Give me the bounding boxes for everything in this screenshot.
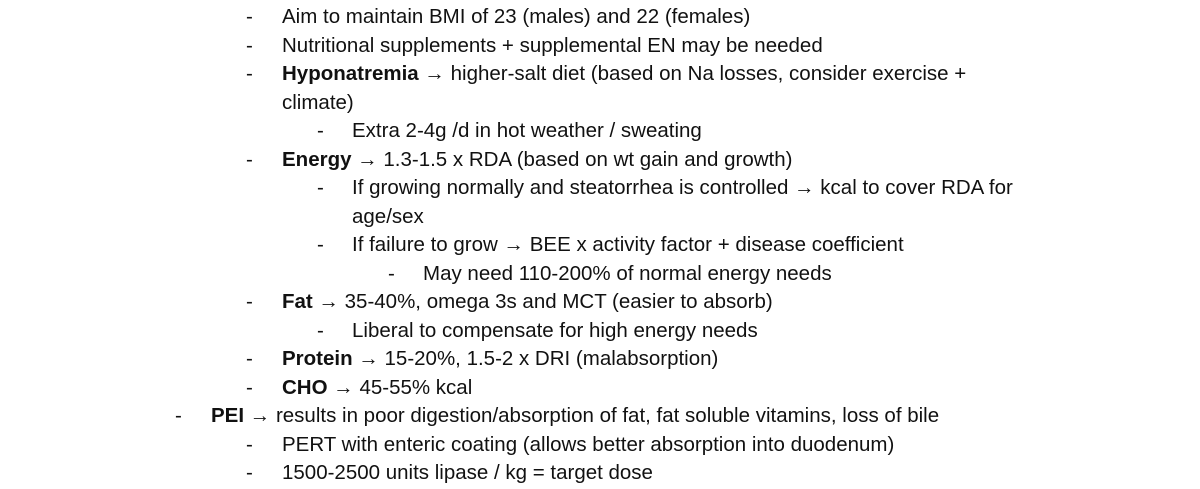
list-item-text: Aim to maintain BMI of 23 (males) and 22 (females) xyxy=(282,5,751,28)
bold-term: Protein xyxy=(282,347,353,370)
list-item-text xyxy=(211,401,939,430)
list-item-body: → results in poor digestion/absorption of fat, fat soluble vitamins, loss of bile xyxy=(244,404,940,427)
bold-term: Fat xyxy=(282,290,313,313)
list-item-continuation xyxy=(0,202,1200,231)
list-item-text: Nutritional supplements + supplemental EN may be needed xyxy=(282,34,823,57)
list-item-text xyxy=(282,373,472,402)
list-item xyxy=(0,344,1200,373)
bullet-dash: - xyxy=(246,148,253,171)
list-item xyxy=(0,230,1200,259)
list-item xyxy=(0,458,1200,487)
bullet-dash: - xyxy=(246,433,253,456)
bold-term: Energy xyxy=(282,148,352,171)
list-item xyxy=(0,401,1200,430)
bold-term: Hyponatremia xyxy=(282,62,419,85)
list-item-body: → higher-salt diet (based on Na losses, consider exercise + xyxy=(418,62,967,85)
list-item-text: If growing normally and steatorrhea is controlled → kcal to cover RDA for xyxy=(352,176,1013,199)
list-item-text: May need 110-200% of normal energy needs xyxy=(423,262,832,285)
list-item xyxy=(0,145,1200,174)
list-item xyxy=(0,287,1200,316)
list-item xyxy=(0,259,1200,288)
list-item-text xyxy=(282,59,966,88)
list-item-text: age/sex xyxy=(352,205,424,228)
bullet-dash: - xyxy=(317,176,324,199)
list-item-text: 1500-2500 units lipase / kg = target dose xyxy=(282,461,653,484)
bullet-dash: - xyxy=(246,5,253,28)
bullet-dash: - xyxy=(246,376,253,399)
bullet-dash: - xyxy=(175,404,182,427)
bullet-dash: - xyxy=(246,290,253,313)
list-item-text: Liberal to compensate for high energy needs xyxy=(352,319,758,342)
bullet-dash: - xyxy=(388,262,395,285)
bullet-dash: - xyxy=(246,347,253,370)
list-item-text xyxy=(282,287,773,316)
list-item xyxy=(0,59,1200,88)
list-item-text: If failure to grow → BEE x activity factor + disease coefficient xyxy=(352,233,904,256)
list-item xyxy=(0,430,1200,459)
list-item xyxy=(0,373,1200,402)
list-item-text: climate) xyxy=(282,91,354,114)
bullet-dash: - xyxy=(246,461,253,484)
list-item-body: → 1.3-1.5 x RDA (based on wt gain and growth) xyxy=(351,148,793,171)
list-item-body: → 15-20%, 1.5-2 x DRI (malabsorption) xyxy=(352,347,719,370)
list-item-body: → 35-40%, omega 3s and MCT (easier to absorb) xyxy=(312,290,773,313)
list-item-body: → 45-55% kcal xyxy=(327,376,473,399)
bullet-dash: - xyxy=(246,34,253,57)
bold-term: PEI xyxy=(211,404,245,427)
list-item-text xyxy=(282,344,718,373)
bullet-dash: - xyxy=(317,319,324,342)
list-item xyxy=(0,2,1200,31)
bullet-dash: - xyxy=(246,62,253,85)
list-item-continuation xyxy=(0,88,1200,117)
list-item xyxy=(0,116,1200,145)
list-item xyxy=(0,31,1200,60)
list-item-text: PERT with enteric coating (allows better absorption into duodenum) xyxy=(282,433,895,456)
bullet-dash: - xyxy=(317,233,324,256)
list-item xyxy=(0,316,1200,345)
list-item xyxy=(0,173,1200,202)
list-item-text xyxy=(282,145,792,174)
bold-term: CHO xyxy=(282,376,328,399)
bullet-dash: - xyxy=(317,119,324,142)
list-item-text: Extra 2-4g /d in hot weather / sweating xyxy=(352,119,702,142)
